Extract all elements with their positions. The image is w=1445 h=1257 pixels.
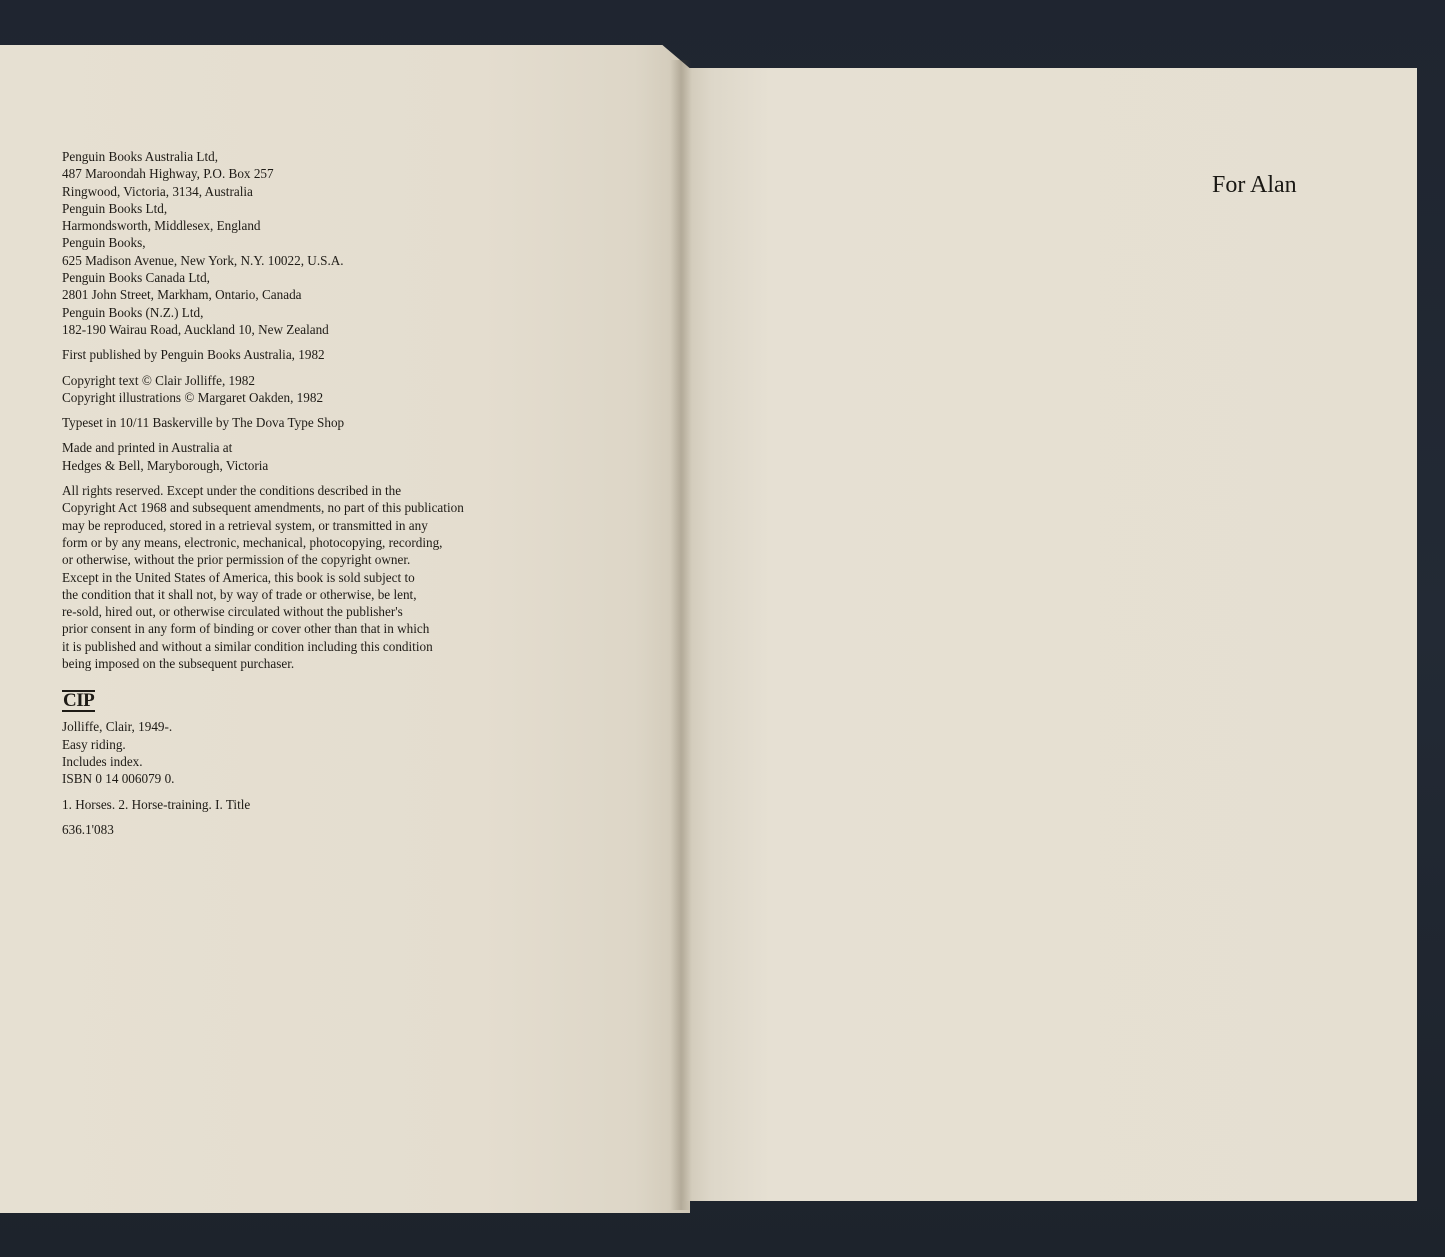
cip-line: Jolliffe, Clair, 1949-.	[62, 719, 173, 735]
address-line: Harmondsworth, Middlesex, England	[62, 218, 261, 234]
rights-line: re-sold, hired out, or otherwise circulated without the publisher's	[62, 604, 403, 620]
rights-statement	[62, 482, 582, 672]
rights-line: being imposed on the subsequent purchaser.	[62, 656, 295, 672]
address-line: Ringwood, Victoria, 3134, Australia	[62, 183, 253, 199]
rights-line: it is published and without a similar condition including this condition	[62, 638, 433, 654]
classification-line: 636.1'083	[62, 821, 114, 837]
typeset-line: Typeset in 10/11 Baskerville by The Dova Type Shop	[62, 415, 345, 431]
rights-line: the condition that it shall not, by way of trade or otherwise, be lent,	[62, 586, 417, 602]
copyright-notice	[62, 372, 582, 407]
rights-line: Copyright Act 1968 and subsequent amendments, no part of this publication	[62, 500, 464, 516]
cip-line: Easy riding.	[62, 736, 126, 752]
address-line: Penguin Books Australia Ltd,	[62, 149, 219, 164]
address-line: Penguin Books Canada Ltd,	[62, 270, 210, 286]
subjects-line: 1. Horses. 2. Horse-training. I. Title	[62, 796, 251, 812]
printer-note	[62, 439, 582, 474]
printer-line: Made and printed in Australia at	[62, 440, 233, 456]
rights-line: All rights reserved. Except under the conditions described in the	[62, 483, 402, 499]
rights-line: may be reproduced, stored in a retrieval system, or transmitted in any	[62, 517, 428, 533]
rights-line: prior consent in any form of binding or cover other than that in which	[62, 621, 430, 637]
right-page-dedication	[682, 68, 1417, 1201]
address-line: Penguin Books (N.Z.) Ltd,	[62, 304, 204, 320]
address-line: 182-190 Wairau Road, Auckland 10, New Zealand	[62, 321, 329, 337]
copyright-line: Copyright illustrations © Margaret Oakden, 1982	[62, 389, 324, 405]
address-line: Penguin Books Ltd,	[62, 200, 168, 216]
address-line: 625 Madison Avenue, New York, N.Y. 10022, U.S.A.	[62, 252, 344, 268]
rights-line: Except in the United States of America, this book is sold subject to	[62, 569, 415, 585]
publisher-addresses	[62, 148, 582, 338]
address-line: Penguin Books,	[62, 235, 146, 251]
rights-line: or otherwise, without the prior permission of the copyright owner.	[62, 552, 411, 568]
first-published	[62, 346, 582, 363]
imprint-text	[62, 148, 582, 846]
cip-logo: CIP	[63, 690, 95, 712]
first-published-line: First published by Penguin Books Australia, 1982	[62, 347, 325, 363]
rights-line: form or by any means, electronic, mechanical, photocopying, recording,	[62, 534, 443, 550]
address-line: 487 Maroondah Highway, P.O. Box 257	[62, 166, 274, 182]
book-gutter	[670, 60, 692, 1210]
cip-entry	[62, 718, 582, 787]
copyright-line: Copyright text © Clair Jolliffe, 1982	[62, 372, 255, 388]
dedication-text: For Alan	[1212, 172, 1297, 198]
classification-number	[62, 821, 582, 838]
address-line: 2801 John Street, Markham, Ontario, Canada	[62, 287, 302, 303]
subject-headings	[62, 796, 582, 813]
cip-line: Includes index.	[62, 753, 143, 769]
cip-line: ISBN 0 14 006079 0.	[62, 771, 175, 787]
printer-line: Hedges & Bell, Maryborough, Victoria	[62, 457, 269, 473]
typeset-note	[62, 414, 582, 431]
